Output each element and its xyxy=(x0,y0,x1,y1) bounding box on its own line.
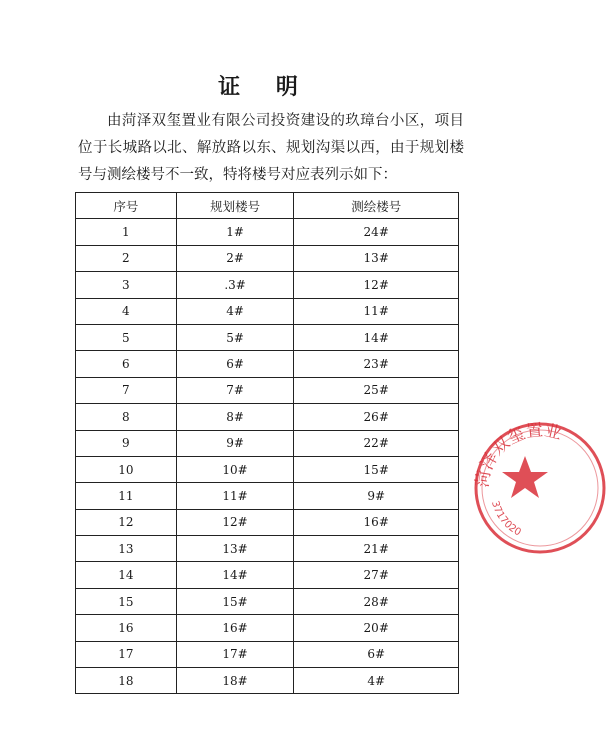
cell-surveyed-number: 28# xyxy=(294,588,459,614)
document-paragraph: 由菏泽双玺置业有限公司投资建设的玖璋台小区，项目位于长城路以北、解放路以东、规划沟渠以西，由于规划楼号与测绘楼号不一致，特将楼号对应表列示如下： xyxy=(78,113,464,183)
company-seal xyxy=(470,418,610,558)
cell-planned-number: 17# xyxy=(176,641,294,667)
cell-planned-number: 1# xyxy=(176,219,294,245)
seal-number: 3717020 xyxy=(489,499,523,539)
cell-serial: 11 xyxy=(76,483,177,509)
cell-serial: 17 xyxy=(76,641,177,667)
document-title: 证 明 xyxy=(218,74,312,100)
table-row xyxy=(76,641,459,667)
table-row xyxy=(76,615,459,641)
table-row xyxy=(76,483,459,509)
table-row xyxy=(76,298,459,324)
cell-planned-number: .3# xyxy=(176,272,294,298)
cell-planned-number: 12# xyxy=(176,509,294,535)
table-row xyxy=(76,509,459,535)
cell-surveyed-number: 21# xyxy=(294,536,459,562)
cell-planned-number: 7# xyxy=(176,377,294,403)
table-row xyxy=(76,404,459,430)
table-row xyxy=(76,377,459,403)
cell-surveyed-number: 26# xyxy=(294,404,459,430)
cell-planned-number: 11# xyxy=(176,483,294,509)
cell-serial: 18 xyxy=(76,668,177,694)
cell-surveyed-number: 23# xyxy=(294,351,459,377)
table-row xyxy=(76,219,459,245)
seal-star-icon xyxy=(502,456,548,498)
cell-planned-number: 18# xyxy=(176,668,294,694)
table-row xyxy=(76,562,459,588)
cell-surveyed-number: 22# xyxy=(294,430,459,456)
table-row xyxy=(76,324,459,350)
cell-planned-number: 16# xyxy=(176,615,294,641)
cell-surveyed-number: 16# xyxy=(294,509,459,535)
cell-serial: 10 xyxy=(76,456,177,482)
cell-serial: 16 xyxy=(76,615,177,641)
cell-surveyed-number: 11# xyxy=(294,298,459,324)
cell-serial: 2 xyxy=(76,245,177,271)
cell-planned-number: 8# xyxy=(176,404,294,430)
cell-planned-number: 15# xyxy=(176,588,294,614)
cell-serial: 5 xyxy=(76,324,177,350)
table-header-row xyxy=(76,193,459,219)
seal-text: 菏泽双玺置业 xyxy=(472,420,564,489)
column-header-planned: 规划楼号 xyxy=(176,193,294,219)
cell-surveyed-number: 12# xyxy=(294,272,459,298)
table-row xyxy=(76,430,459,456)
cell-surveyed-number: 15# xyxy=(294,456,459,482)
cell-planned-number: 9# xyxy=(176,430,294,456)
table-row xyxy=(76,456,459,482)
cell-surveyed-number: 20# xyxy=(294,615,459,641)
cell-serial: 6 xyxy=(76,351,177,377)
table-row xyxy=(76,668,459,694)
cell-serial: 8 xyxy=(76,404,177,430)
building-number-table xyxy=(75,192,459,694)
cell-serial: 13 xyxy=(76,536,177,562)
cell-serial: 1 xyxy=(76,219,177,245)
cell-surveyed-number: 27# xyxy=(294,562,459,588)
table-row xyxy=(76,588,459,614)
cell-planned-number: 13# xyxy=(176,536,294,562)
cell-serial: 14 xyxy=(76,562,177,588)
column-header-serial: 序号 xyxy=(76,193,177,219)
table-row xyxy=(76,245,459,271)
cell-planned-number: 4# xyxy=(176,298,294,324)
table-row xyxy=(76,272,459,298)
cell-planned-number: 5# xyxy=(176,324,294,350)
cell-planned-number: 6# xyxy=(176,351,294,377)
cell-planned-number: 14# xyxy=(176,562,294,588)
table-row xyxy=(76,351,459,377)
cell-surveyed-number: 24# xyxy=(294,219,459,245)
cell-surveyed-number: 9# xyxy=(294,483,459,509)
cell-surveyed-number: 4# xyxy=(294,668,459,694)
cell-surveyed-number: 6# xyxy=(294,641,459,667)
cell-planned-number: 10# xyxy=(176,456,294,482)
cell-serial: 15 xyxy=(76,588,177,614)
cell-surveyed-number: 25# xyxy=(294,377,459,403)
cell-planned-number: 2# xyxy=(176,245,294,271)
cell-serial: 3 xyxy=(76,272,177,298)
cell-surveyed-number: 13# xyxy=(294,245,459,271)
column-header-surveyed: 测绘楼号 xyxy=(294,193,459,219)
cell-surveyed-number: 14# xyxy=(294,324,459,350)
cell-serial: 12 xyxy=(76,509,177,535)
table-row xyxy=(76,536,459,562)
cell-serial: 9 xyxy=(76,430,177,456)
cell-serial: 4 xyxy=(76,298,177,324)
cell-serial: 7 xyxy=(76,377,177,403)
